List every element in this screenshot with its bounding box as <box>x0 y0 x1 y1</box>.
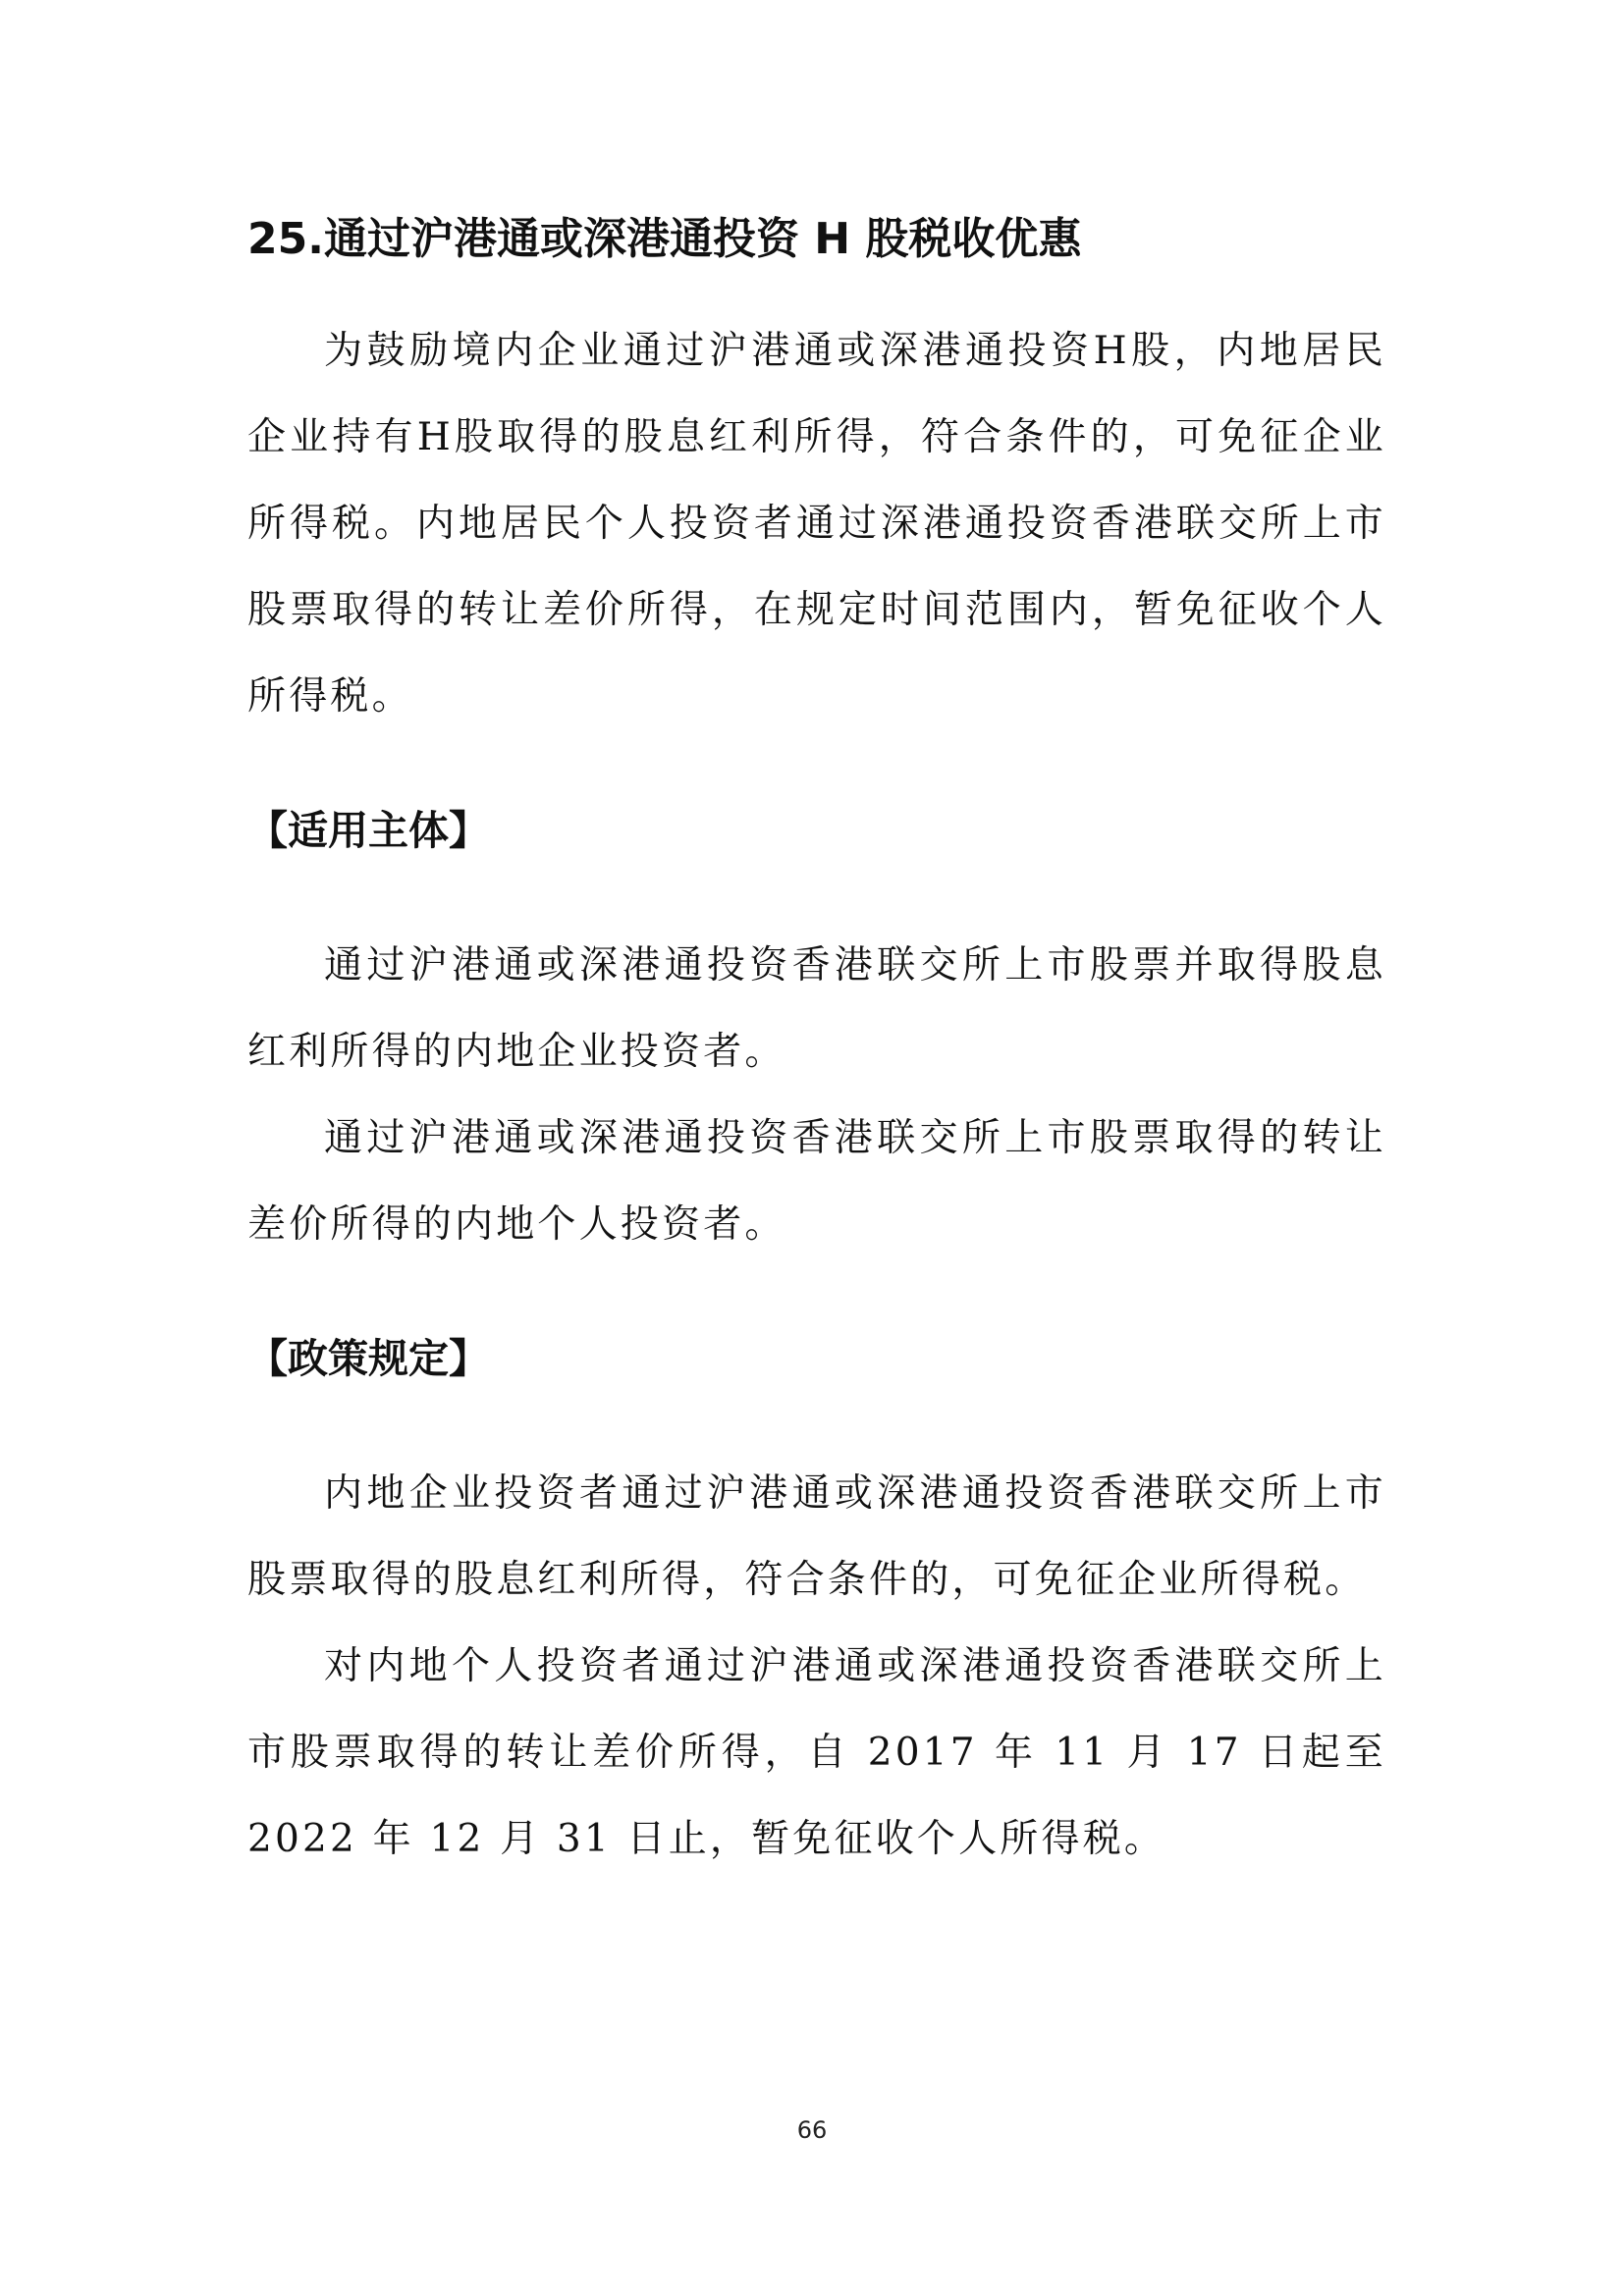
policy-paragraph-1: 内地企业投资者通过沪港通或深港通投资香港联交所上市股票取得的股息红利所得，符合条件的，可免征企业所得税。 <box>247 1471 1386 1602</box>
policy-paragraph-2: 对内地个人投资者通过沪港通或深港通投资香港联交所上市股票取得的转让差价所得，自 2017 年 11 月 17 日起至 2022 年 12 月 31 日止，暂免征收个人所得税。 <box>247 1644 1386 1861</box>
page-content <box>247 206 1386 1883</box>
intro-paragraph: 为鼓励境内企业通过沪港通或深港通投资H股，内地居民企业持有H股取得的股息红利所得，符合条件的，可免征企业所得税。内地居民个人投资者通过深港通投资香港联交所上市股票取得的转让差价所得，在规定时间范围内，暂免征收个人所得税。 <box>247 329 1386 719</box>
page-number: 66 <box>796 2116 828 2144</box>
subject-paragraph-2: 通过沪港通或深港通投资香港联交所上市股票取得的转让差价所得的内地个人投资者。 <box>247 1116 1386 1247</box>
document-title: 25.通过沪港通或深港通投资 H 股税收优惠 <box>247 214 1082 264</box>
subject-paragraph-1: 通过沪港通或深港通投资香港联交所上市股票并取得股息红利所得的内地企业投资者。 <box>247 943 1386 1074</box>
section-heading-policy: 【政策规定】 <box>247 1335 489 1382</box>
section-heading-subject: 【适用主体】 <box>247 807 489 854</box>
